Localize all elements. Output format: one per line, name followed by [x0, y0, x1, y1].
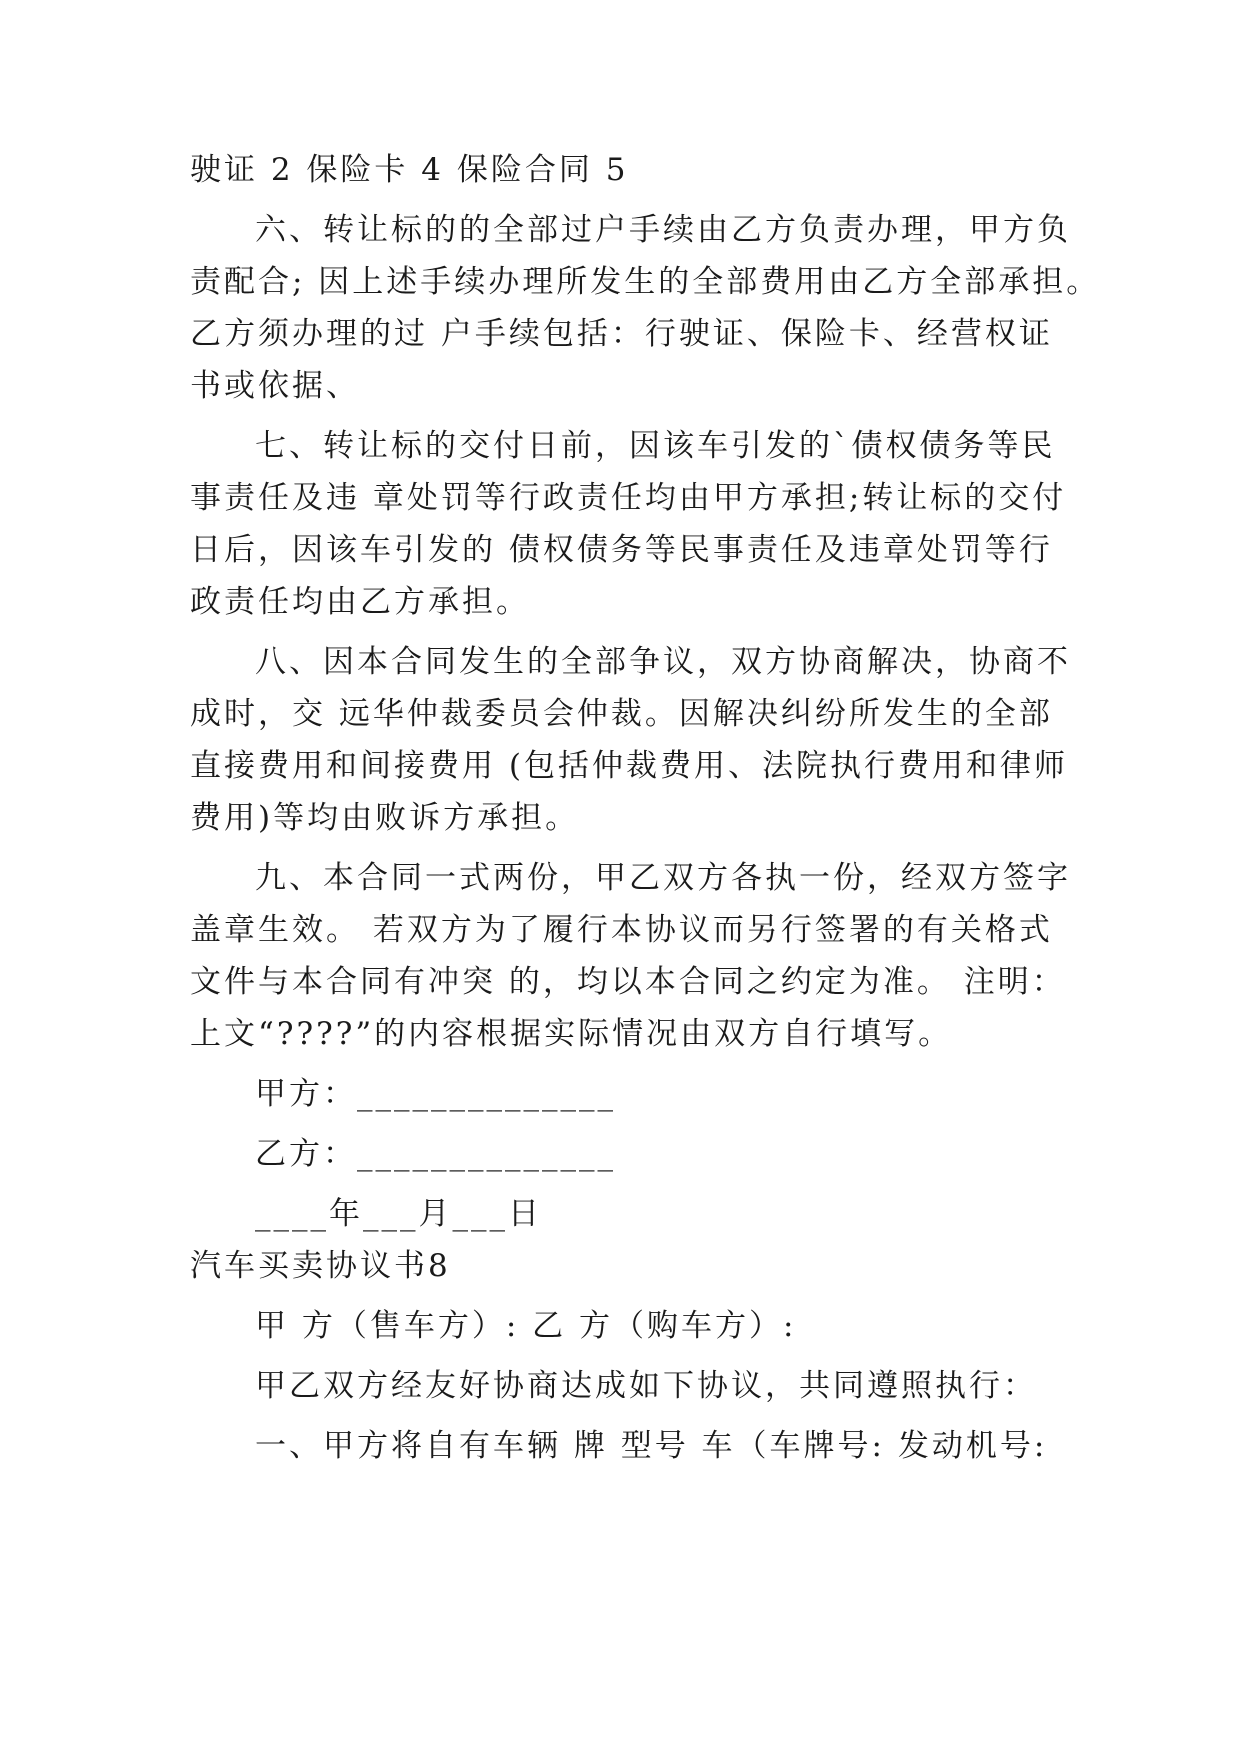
text-line: 六、转让标的的全部过户手续由乙方负责办理，甲方负	[255, 212, 1071, 248]
party-b-signature-line: 乙方：______________	[255, 1136, 616, 1172]
text-line: 九、本合同一式两份，甲乙双方各执一份，经双方签字	[255, 860, 1071, 896]
text-line: 甲 方（售车方）: 乙 方（购车方）:	[255, 1308, 797, 1344]
text-line: 七、转让标的交付日前，因该车引发的`债权债务等民	[255, 428, 1056, 464]
text-line: 费用)等均由败诉方承担。	[190, 800, 580, 836]
text-line: 成时，交 远华仲裁委员会仲裁。因解决纠纷所发生的全部	[190, 696, 1053, 732]
text-line: 日后，因该车引发的 债权债务等民事责任及违章处罚等行	[190, 532, 1053, 568]
date-line: ____年___月___日	[255, 1196, 542, 1232]
text-line: 甲乙双方经友好协商达成如下协议，共同遵照执行：	[255, 1368, 1037, 1404]
text-line: 书或依据、	[190, 368, 360, 404]
section-title: 汽车买卖协议书8	[190, 1248, 451, 1284]
text-line: 责配合; 因上述手续办理所发生的全部费用由乙方全部承担。	[190, 264, 1101, 300]
text-line: 直接费用和间接费用 (包括仲裁费用、法院执行费用和律师	[190, 748, 1068, 784]
text-line: 上文“????”的内容根据实际情况由双方自行填写。	[190, 1016, 953, 1052]
text-line: 文件与本合同有冲突 的，均以本合同之约定为准。 注明：	[190, 964, 1066, 1000]
text-line: 驶证 2 保险卡 4 保险合同 5	[190, 152, 629, 188]
text-line: 盖章生效。 若双方为了履行本协议而另行签署的有关格式	[190, 912, 1053, 948]
text-line: 乙方须办理的过 户手续包括：行驶证、保险卡、经营权证	[190, 316, 1053, 352]
party-a-signature-line: 甲方：______________	[255, 1076, 616, 1112]
text-line: 一、甲方将自有车辆 牌 型号 车（车牌号: 发动机号:	[255, 1428, 1048, 1464]
text-line: 事责任及违 章处罚等行政责任均由甲方承担;转让标的交付	[190, 480, 1067, 516]
text-line: 八、因本合同发生的全部争议，双方协商解决，协商不	[255, 644, 1071, 680]
text-line: 政责任均由乙方承担。	[190, 584, 530, 620]
